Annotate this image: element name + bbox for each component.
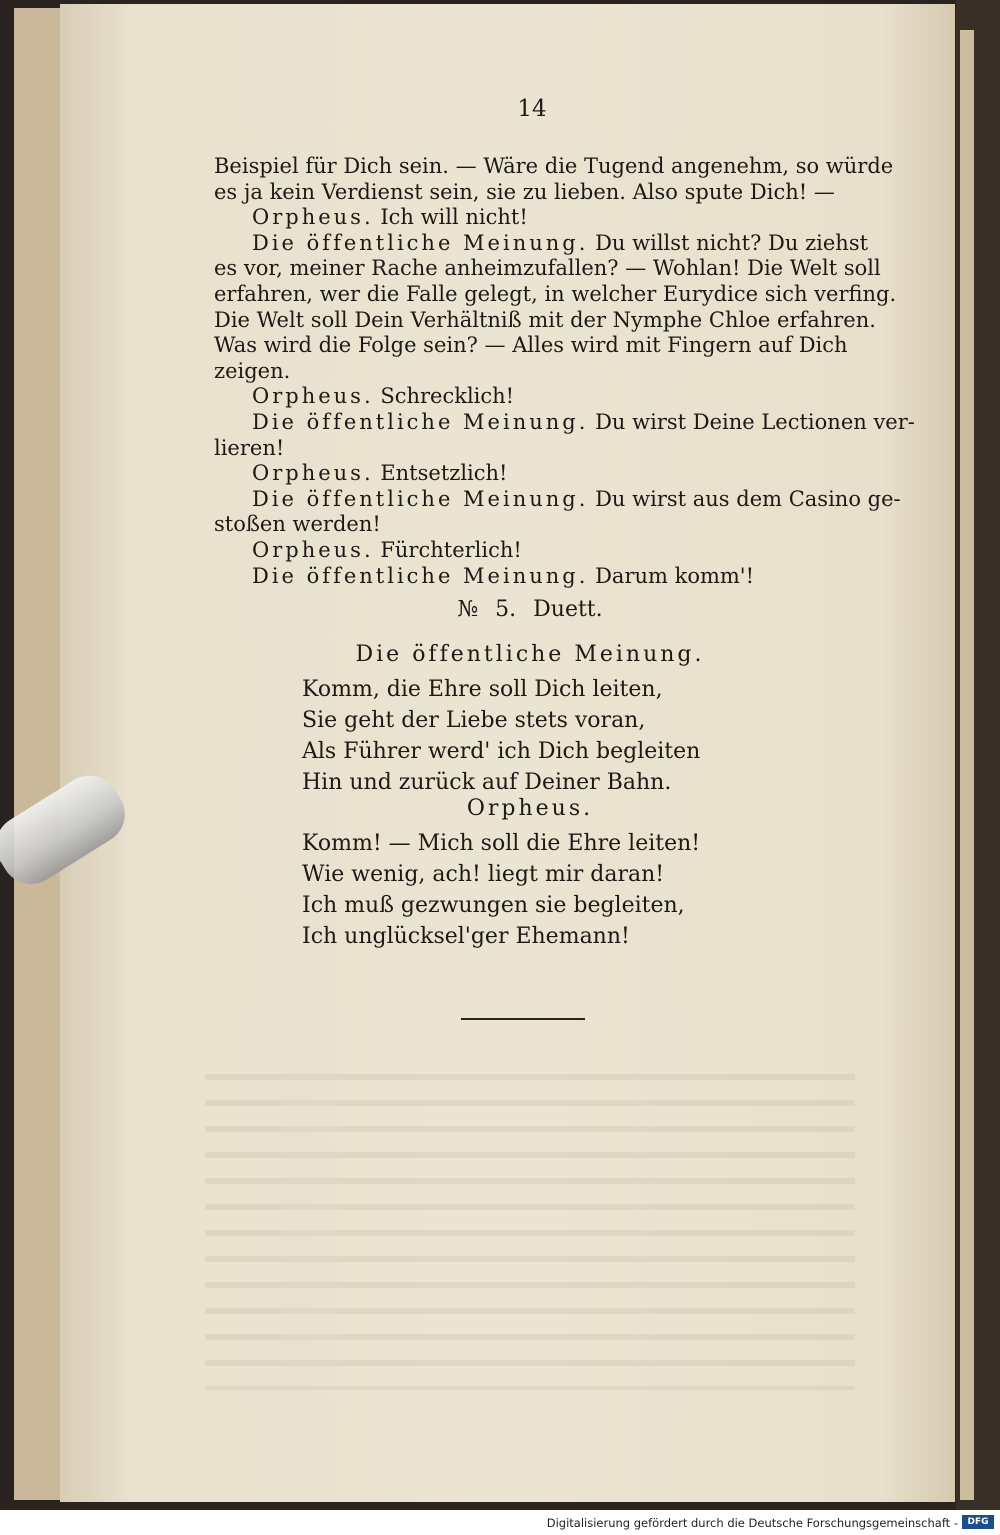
prose-text: Was wird die Folge sein? — Alles wird mit Fingern auf Dich	[214, 333, 848, 358]
prose-text: es ja kein Verdienst sein, sie zu lieben. Also spute Dich! —	[214, 179, 835, 204]
prose-text: Ich will nicht!	[380, 205, 528, 230]
verse-line: Wie wenig, ach! liegt mir daran!	[302, 862, 665, 887]
prose-line	[214, 180, 850, 206]
verse-line: Sie geht der Liebe stets voran,	[302, 708, 646, 733]
bleed-through-texture	[205, 1060, 855, 1390]
prose-text: zeigen.	[214, 358, 291, 383]
speaker-name: Die öffentliche Meinung.	[252, 230, 589, 255]
prose-line	[214, 461, 850, 487]
prose-text: Die Welt soll Dein Verhältniß mit der Nymphe Chloe erfahren.	[214, 307, 876, 332]
prose-line	[214, 384, 850, 410]
prose-line	[214, 359, 850, 385]
prose-text: Darum komm'!	[595, 563, 755, 588]
prose-text: Du willst nicht? Du ziehst	[595, 230, 869, 255]
prose-text: Schrecklich!	[380, 384, 515, 409]
prose-line	[214, 230, 869, 257]
prose-text: Du wirst Deine Lectionen ver-	[595, 409, 915, 434]
verse-line: Ich muß gezwungen sie begleiten,	[302, 893, 685, 918]
prose-block	[214, 154, 915, 589]
page-number: 14	[517, 96, 547, 122]
right-page-edge	[960, 30, 974, 1500]
prose-line	[214, 486, 901, 513]
prose-text: stoßen werden!	[214, 512, 381, 537]
verse-line: Komm! — Mich soll die Ehre leiten!	[302, 831, 701, 856]
speaker-name: Orpheus.	[252, 461, 374, 486]
speaker-name: Orpheus.	[252, 384, 374, 409]
prose-line	[214, 436, 850, 462]
footer-credit: Digitalisierung gefördert durch die Deutsche Forschungsgemeinschaft -	[546, 1516, 958, 1530]
verse-line: Als Führer werd' ich Dich begleiten	[302, 739, 701, 764]
prose-line	[214, 256, 881, 282]
speaker-name: Orpheus.	[252, 205, 374, 230]
prose-text: Du wirst aus dem Casino ge-	[595, 486, 901, 511]
prose-line	[214, 409, 915, 436]
footer-bar	[0, 1510, 1000, 1535]
end-rule	[461, 1018, 585, 1020]
verse-speaker: Orpheus.	[466, 796, 594, 821]
verse-speaker: Die öffentliche Meinung.	[355, 642, 705, 667]
prose-text: es vor, meiner Rache anheimzufallen? — Wohlan! Die Welt soll	[214, 256, 881, 281]
prose-line	[214, 512, 850, 538]
prose-text: lieren!	[214, 435, 285, 460]
speaker-name: Die öffentliche Meinung.	[252, 409, 589, 434]
prose-text: Entsetzlich!	[380, 461, 508, 486]
speaker-name: Orpheus.	[252, 537, 374, 562]
verse-line: Komm, die Ehre soll Dich leiten,	[302, 677, 663, 702]
speaker-name: Die öffentliche Meinung.	[252, 486, 589, 511]
verse-line: Hin und zurück auf Deiner Bahn.	[302, 770, 672, 795]
prose-text: Beispiel für Dich sein. — Wäre die Tugend angenehm, so würde	[214, 154, 894, 178]
prose-text: Fürchterlich!	[380, 537, 522, 562]
prose-line	[214, 281, 897, 308]
section-title: № 5. Duett.	[457, 597, 603, 622]
speaker-name: Die öffentliche Meinung.	[252, 563, 589, 588]
verse-block	[302, 828, 700, 952]
verse-block	[302, 674, 700, 798]
verse-line: Ich unglücksel'ger Ehemann!	[302, 924, 630, 949]
prose-line	[214, 333, 850, 359]
prose-line	[214, 307, 876, 334]
prose-line	[214, 538, 850, 564]
prose-line	[214, 154, 894, 180]
prose-text: erfahren, wer die Falle gelegt, in welcher Eurydice sich verfing.	[214, 281, 897, 306]
dfg-logo: DFG	[962, 1515, 994, 1529]
prose-line	[214, 205, 850, 231]
prose-line	[214, 564, 850, 590]
